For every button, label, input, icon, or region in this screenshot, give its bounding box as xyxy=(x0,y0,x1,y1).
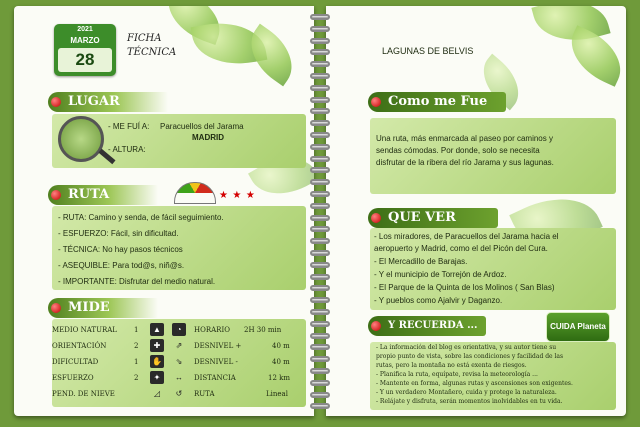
mide-right-label: HORARIO xyxy=(194,326,230,334)
hiker-icon: ✦ xyxy=(150,371,164,384)
left-page xyxy=(14,6,314,416)
spiral-ring xyxy=(310,85,330,91)
spiral-ring xyxy=(310,73,330,79)
mountain-icon: ▲ xyxy=(150,323,164,336)
spiral-ring xyxy=(310,61,330,67)
spiral-ring xyxy=(310,144,330,150)
spiral-ring xyxy=(310,215,330,221)
mide-right-label: RUTA xyxy=(194,390,215,398)
ruta-line: - IMPORTANTE: Disfrutar del medio natural. xyxy=(58,277,216,286)
spiral-ring xyxy=(310,274,330,280)
ruta-line: - TÉCNICA: No hay pasos técnicos xyxy=(58,245,183,254)
quever-line: - Los miradores, de Paracuellos del Jarama hacia el xyxy=(374,232,559,241)
mide-right-value: 2H 30 min xyxy=(244,326,282,334)
spiral-ring xyxy=(310,262,330,268)
como-line: disfrutar de la ribera del río Jarama y sus lagunas. xyxy=(376,158,554,167)
como-line: Una ruta, más enmarcada al paseo por caminos y xyxy=(376,134,553,143)
como-banner: Como me Fue xyxy=(368,92,506,112)
date-badge xyxy=(54,24,116,76)
me-fui-value: Paracuellos del Jarama xyxy=(160,122,244,131)
cuida-planeta-logo: CUIDA Planeta xyxy=(546,312,610,342)
quever-line: - El Parque de la Quinta de los Molinos ( San Blas) xyxy=(374,283,555,292)
mide-banner: MIDE xyxy=(48,298,158,318)
recuerda-banner: Y RECUERDA ... xyxy=(368,316,486,336)
recuerda-line: - Planifica la ruta, equípate, revisa la meteorología ... xyxy=(376,371,538,378)
compass-icon: ✚ xyxy=(150,339,164,352)
mide-right-value: 40 m xyxy=(272,342,290,350)
spiral-ring xyxy=(310,321,330,327)
spiral-ring xyxy=(310,108,330,114)
spiral-ring xyxy=(310,403,330,409)
lugar-banner: LUGAR xyxy=(48,92,168,112)
spiral-ring xyxy=(310,380,330,386)
quever-line: - El Mercadillo de Barajas. xyxy=(374,257,468,266)
bullet-icon xyxy=(371,321,381,331)
bullet-icon xyxy=(51,190,61,200)
mide-right-label: DESNIVEL - xyxy=(194,358,238,366)
spiral-ring xyxy=(310,179,330,185)
mide-right-value: Lineal xyxy=(266,390,288,398)
right-page xyxy=(326,6,626,416)
climber-icon: ✋ xyxy=(150,355,164,368)
magnifier-icon xyxy=(58,116,104,162)
recuerda-line: - Mantente en forma, algunas rutas y ascensiones son exigentes. xyxy=(376,380,573,387)
spiral-ring xyxy=(310,49,330,55)
mide-right-label: DISTANCIA xyxy=(194,374,236,382)
spiral-ring xyxy=(310,226,330,232)
mide-num: 2 xyxy=(134,374,139,382)
spiral-ring xyxy=(310,297,330,303)
recuerda-line: - La información del blog es orientativa, y su autor tiene su xyxy=(376,344,557,351)
bullet-icon xyxy=(371,213,381,223)
spiral-ring xyxy=(310,250,330,256)
spiral-ring xyxy=(310,203,330,209)
spiral-ring xyxy=(310,167,330,173)
spiral-ring xyxy=(310,26,330,32)
notebook xyxy=(14,6,626,422)
como-line: sendas cómodas. Por donde, solo se necesita xyxy=(376,146,540,155)
spiral-ring xyxy=(310,285,330,291)
mide-label: MEDIO NATURAL xyxy=(52,326,117,334)
recuerda-line: - Relájate y disfruta, serán momentos inolvidables en tu vida. xyxy=(376,398,563,405)
date-month: MARZO xyxy=(70,36,100,45)
spiral-ring xyxy=(310,120,330,126)
spiral-ring xyxy=(310,333,330,339)
lagunas-title: LAGUNAS DE BELVIS xyxy=(382,46,474,56)
quever-line: aeropuerto y Madrid, como el del Picón del Cura. xyxy=(374,244,548,253)
ficha-title: FICHA TÉCNICA xyxy=(127,33,177,58)
ruta-line: - ESFUERZO: Fácil, sin dificultad. xyxy=(58,229,179,238)
spiral-ring xyxy=(310,191,330,197)
ruta-line: - RUTA: Camino y senda, de fácil seguimiento. xyxy=(58,213,224,222)
spiral-ring xyxy=(310,132,330,138)
ascent-icon: ⇗ xyxy=(175,341,183,350)
bullet-icon xyxy=(51,303,61,313)
quever-banner: QUE VER xyxy=(368,208,498,228)
mide-label: DIFICULTAD xyxy=(52,358,99,366)
spiral-ring xyxy=(310,344,330,350)
gauge-icon xyxy=(174,182,216,204)
spiral-ring xyxy=(310,356,330,362)
route-icon: ↺ xyxy=(175,389,183,398)
slope-icon: ◿ xyxy=(153,389,161,398)
star-icon: ★ xyxy=(219,190,228,201)
bullet-icon xyxy=(51,97,61,107)
spiral-ring xyxy=(310,392,330,398)
spiral-ring xyxy=(310,238,330,244)
star-icon: ★ xyxy=(232,190,242,201)
ruta-line: - ASEQUIBLE: Para tod@s, niñ@s. xyxy=(58,261,185,270)
descent-icon: ⇘ xyxy=(175,357,183,366)
mide-right-value: 40 m xyxy=(272,358,290,366)
spiral-ring xyxy=(310,97,330,103)
spiral-ring xyxy=(310,309,330,315)
date-year: 2021 xyxy=(77,26,93,33)
bullet-icon xyxy=(371,97,381,107)
spiral-ring xyxy=(310,38,330,44)
difficulty-stars xyxy=(219,185,255,203)
ruta-banner: RUTA xyxy=(48,185,158,205)
spiral-ring xyxy=(310,368,330,374)
mide-num: 2 xyxy=(134,342,139,350)
date-day: 28 xyxy=(58,48,112,72)
recuerda-line: propio punto de vista, sobre las condiciones y facilidad de las xyxy=(376,353,564,360)
distance-icon: ↔ xyxy=(175,373,183,382)
spiral-ring xyxy=(310,14,330,20)
recuerda-line: rutas, pero la montaña no está exenta de riesgos. xyxy=(376,362,527,369)
mide-num: 1 xyxy=(134,358,139,366)
mide-right-label: DESNIVEL + xyxy=(194,342,242,350)
mide-label: ORIENTACIÓN xyxy=(52,342,107,350)
mide-num: 1 xyxy=(134,326,139,334)
clock-icon: ◔ xyxy=(172,323,186,336)
recuerda-line: - Y un verdadero Montañero, cuida y protege la naturaleza. xyxy=(376,389,557,396)
como-box xyxy=(370,118,616,194)
quever-line: - Y pueblos como Ajalvir y Daganzo. xyxy=(374,296,503,305)
mide-label: ESFUERZO xyxy=(52,374,94,382)
quever-line: - Y el municipio de Torrejón de Ardoz. xyxy=(374,270,507,279)
star-icon: ★ xyxy=(245,190,255,201)
altura-label: - ALTURA: xyxy=(108,145,146,154)
spiral-ring xyxy=(310,156,330,162)
city-name: MADRID xyxy=(192,133,224,142)
me-fui-label: - ME FUÍ A: xyxy=(108,122,150,131)
mide-label: PEND. DE NIEVE xyxy=(52,390,115,398)
mide-right-value: 12 km xyxy=(268,374,291,382)
